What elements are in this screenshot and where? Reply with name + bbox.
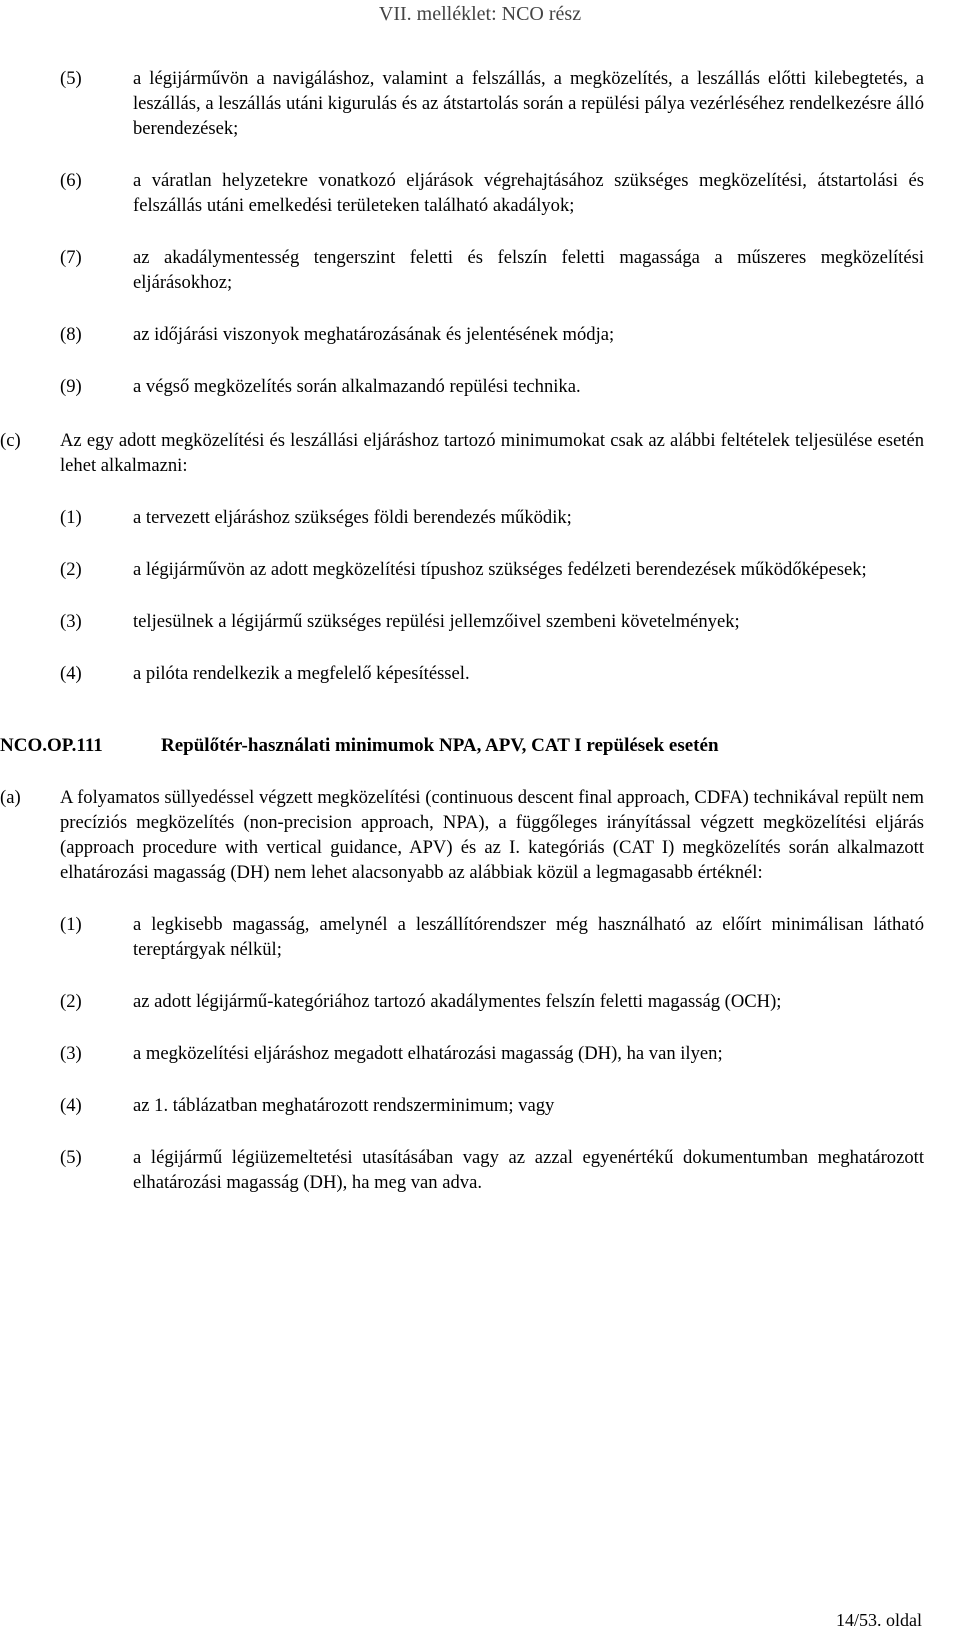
list-item bbox=[60, 661, 924, 686]
list-item bbox=[60, 505, 924, 530]
item-label: (5) bbox=[60, 68, 82, 89]
list-item bbox=[60, 374, 924, 399]
item-label: (5) bbox=[60, 1147, 82, 1168]
item-label: (4) bbox=[60, 663, 82, 684]
list-item bbox=[60, 609, 924, 634]
list-item bbox=[60, 1093, 924, 1118]
list-item bbox=[60, 168, 924, 218]
section-code: NCO.OP.111 bbox=[0, 735, 103, 756]
list-item bbox=[60, 66, 924, 141]
list-item bbox=[60, 557, 924, 582]
item-label: (2) bbox=[60, 991, 82, 1012]
section-title: Repülőtér-használati minimumok NPA, APV, CAT I repülések esetén bbox=[161, 735, 719, 756]
item-label: (9) bbox=[60, 376, 82, 397]
item-label: (1) bbox=[60, 507, 82, 528]
item-text: az adott légijármű-kategóriához tartozó akadálymentes felszín feletti magasság (OCH); bbox=[133, 991, 782, 1012]
item-text: a legkisebb magasság, amelynél a leszállítórendszer még használható az előírt minimálisan látható tereptárgyak nélkül; bbox=[133, 914, 924, 960]
item-text: az akadálymentesség tengerszint feletti és felszín feletti magassága a műszeres megközelítési eljárásokhoz; bbox=[133, 247, 924, 293]
item-text: a légijármű légiüzemeltetési utasításában vagy az azzal egyenértékű dokumentumban meghatározott elhatározási magasság (DH), ha meg van adva. bbox=[133, 1147, 924, 1193]
paragraph-c bbox=[0, 428, 924, 478]
list-item bbox=[60, 322, 924, 347]
item-label: (3) bbox=[60, 611, 82, 632]
item-text: az 1. táblázatban meghatározott rendszerminimum; vagy bbox=[133, 1095, 555, 1116]
item-text: a pilóta rendelkezik a megfelelő képesítéssel. bbox=[133, 663, 470, 684]
item-label: (1) bbox=[60, 914, 82, 935]
list-item bbox=[60, 989, 924, 1014]
paragraph-text: A folyamatos süllyedéssel végzett megközelítési (continuous descent final approach, CDFA) technikával repült nem precíziós megközelítés (non-precision approach, NPA), a függőleges irányítással végzett megközelítési eljárás (approach procedure with vertical guidance, APV) és az I. kategóriás (CAT I) megközelítés során alkalmazott elhatározási magasság (DH) nem lehet alacsonyabb az alábbiak közül a legmagasabb értéknél: bbox=[60, 787, 924, 883]
paragraph-label: (a) bbox=[0, 787, 21, 808]
list-item bbox=[60, 912, 924, 962]
list-item bbox=[60, 245, 924, 295]
item-text: teljesülnek a légijármű szükséges repülési jellemzőivel szembeni követelmények; bbox=[133, 611, 740, 632]
document-body bbox=[0, 66, 924, 1195]
item-text: a légijárművön az adott megközelítési típushoz szükséges fedélzeti berendezések működőképesek; bbox=[133, 559, 867, 580]
item-label: (6) bbox=[60, 170, 82, 191]
item-label: (4) bbox=[60, 1095, 82, 1116]
paragraph-a bbox=[0, 785, 924, 885]
page-number: 14/53. oldal bbox=[836, 1610, 922, 1630]
item-label: (7) bbox=[60, 247, 82, 268]
item-text: a megközelítési eljáráshoz megadott elhatározási magasság (DH), ha van ilyen; bbox=[133, 1043, 723, 1064]
page-header: VII. melléklet: NCO rész bbox=[378, 3, 582, 25]
item-text: a légijárművön a navigáláshoz, valamint a felszállás, a megközelítés, a leszállás előtti kilebegtetés, a leszállás, a leszállás utáni kigurulás és az átstartolás során a repülési pálya vezérléséhez rendelkezésre álló berendezések; bbox=[133, 68, 924, 139]
item-text: a végső megközelítés során alkalmazandó repülési technika. bbox=[133, 376, 581, 397]
item-label: (2) bbox=[60, 559, 82, 580]
list-item bbox=[60, 1041, 924, 1066]
list-item bbox=[60, 1145, 924, 1195]
paragraph-label: (c) bbox=[0, 430, 21, 451]
paragraph-text: Az egy adott megközelítési és leszállási eljáráshoz tartozó minimumokat csak az alábbi feltételek teljesülése esetén lehet alkalmazni: bbox=[60, 430, 924, 476]
item-text: az időjárási viszonyok meghatározásának és jelentésének módja; bbox=[133, 324, 615, 345]
item-text: a váratlan helyzetekre vonatkozó eljárások végrehajtásához szükséges megközelítési, átstartolási és felszállás utáni emelkedési területeken található akadályok; bbox=[133, 170, 924, 216]
item-label: (8) bbox=[60, 324, 82, 345]
section-heading bbox=[0, 733, 924, 758]
item-text: a tervezett eljáráshoz szükséges földi berendezés működik; bbox=[133, 507, 572, 528]
item-label: (3) bbox=[60, 1043, 82, 1064]
